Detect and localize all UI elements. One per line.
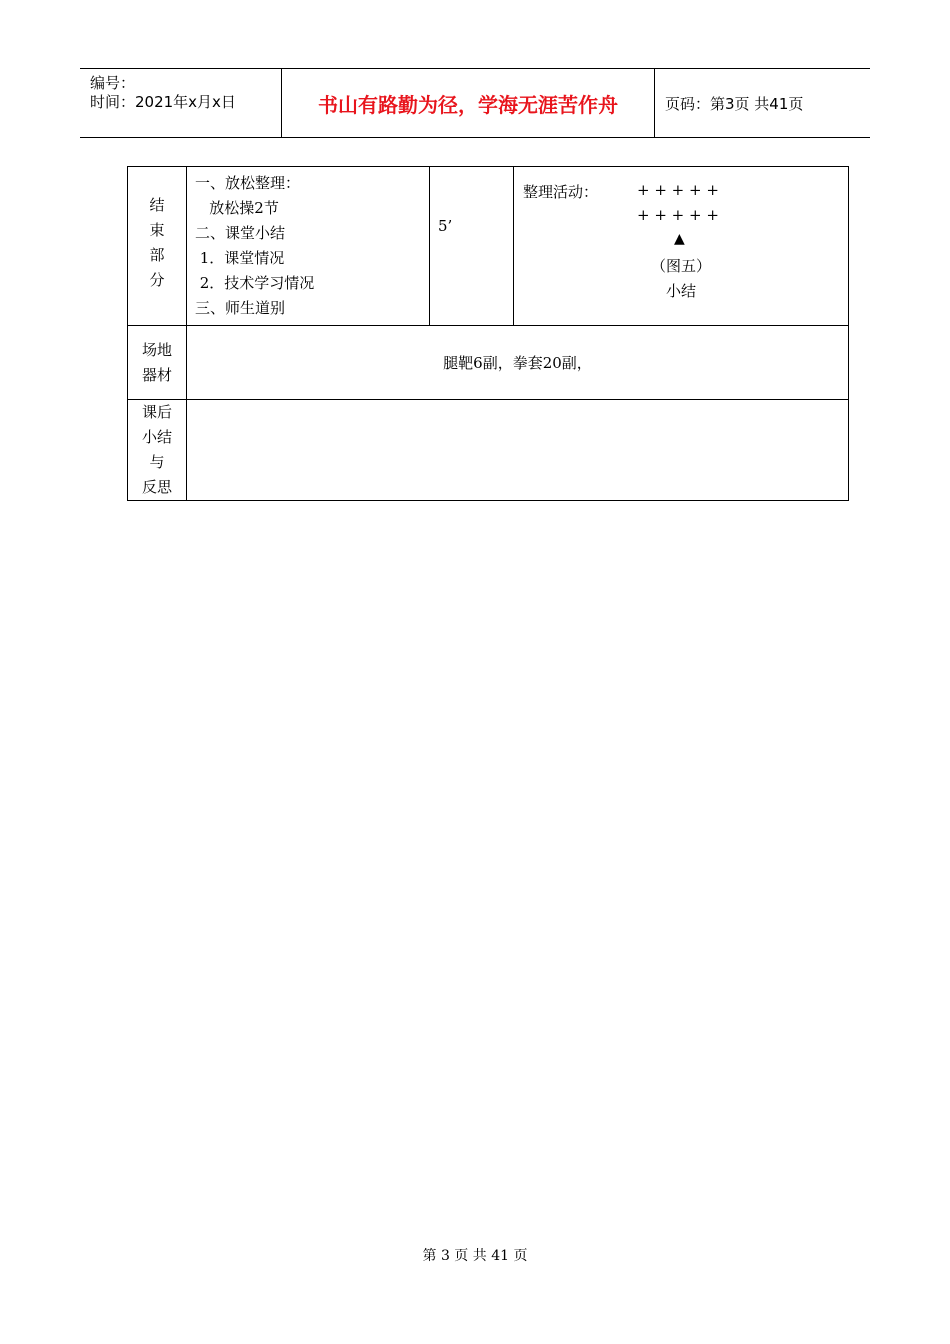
- header-page-cell: [655, 69, 870, 137]
- figure-subcaption: 小结: [665, 282, 696, 300]
- page-label: 页码：第3页 共41页: [665, 94, 804, 113]
- closing-section-row: [128, 167, 849, 326]
- label-char: 分: [149, 271, 165, 289]
- document-header: [80, 68, 870, 138]
- equipment-content: 腿靶6副，拳套20副，: [187, 326, 849, 400]
- reflection-section-row: [128, 400, 849, 501]
- label-line: 与: [149, 453, 165, 471]
- reflection-content: [187, 400, 849, 501]
- content-line: 一、放松整理：: [195, 174, 301, 192]
- reflection-section-label: [128, 400, 187, 501]
- closing-section-content: [187, 167, 430, 326]
- closing-section-time: 5’: [430, 167, 514, 326]
- student-formation-row: + + + + +: [637, 206, 719, 224]
- figure-caption: （图五）: [650, 257, 711, 275]
- date-label: 时间：2021年x月x日: [90, 93, 236, 111]
- organization-label: 整理活动：: [523, 183, 599, 201]
- content-line: 1．课堂情况: [195, 249, 285, 267]
- label-line: 小结: [141, 428, 172, 446]
- content-line: 2．技术学习情况: [195, 274, 315, 292]
- teacher-marker-icon: ▲: [674, 231, 685, 247]
- closing-section-label: [128, 167, 187, 326]
- page-footer: 第 3 页 共 41 页: [422, 1248, 528, 1264]
- closing-section-organization: [514, 167, 849, 326]
- label-line: 课后: [141, 403, 172, 421]
- content-line: 二、课堂小结: [195, 224, 286, 242]
- header-motto: 书山有路勤为径，学海无涯苦作舟: [282, 69, 655, 137]
- equipment-section-label: [128, 326, 187, 400]
- header-meta-cell: [80, 69, 282, 137]
- student-formation-row: + + + + +: [637, 181, 719, 199]
- equipment-section-row: [128, 326, 849, 400]
- lesson-plan-table: [127, 166, 849, 501]
- content-line: 三、师生道别: [195, 299, 286, 317]
- label-line: 器材: [141, 365, 172, 384]
- number-label: 编号：: [90, 74, 136, 92]
- label-char: 结: [149, 196, 165, 214]
- content-line: 放松操2节: [195, 199, 279, 217]
- label-line: 反思: [141, 478, 172, 496]
- label-char: 束: [149, 221, 165, 239]
- label-line: 场地: [141, 340, 172, 359]
- label-char: 部: [149, 246, 165, 264]
